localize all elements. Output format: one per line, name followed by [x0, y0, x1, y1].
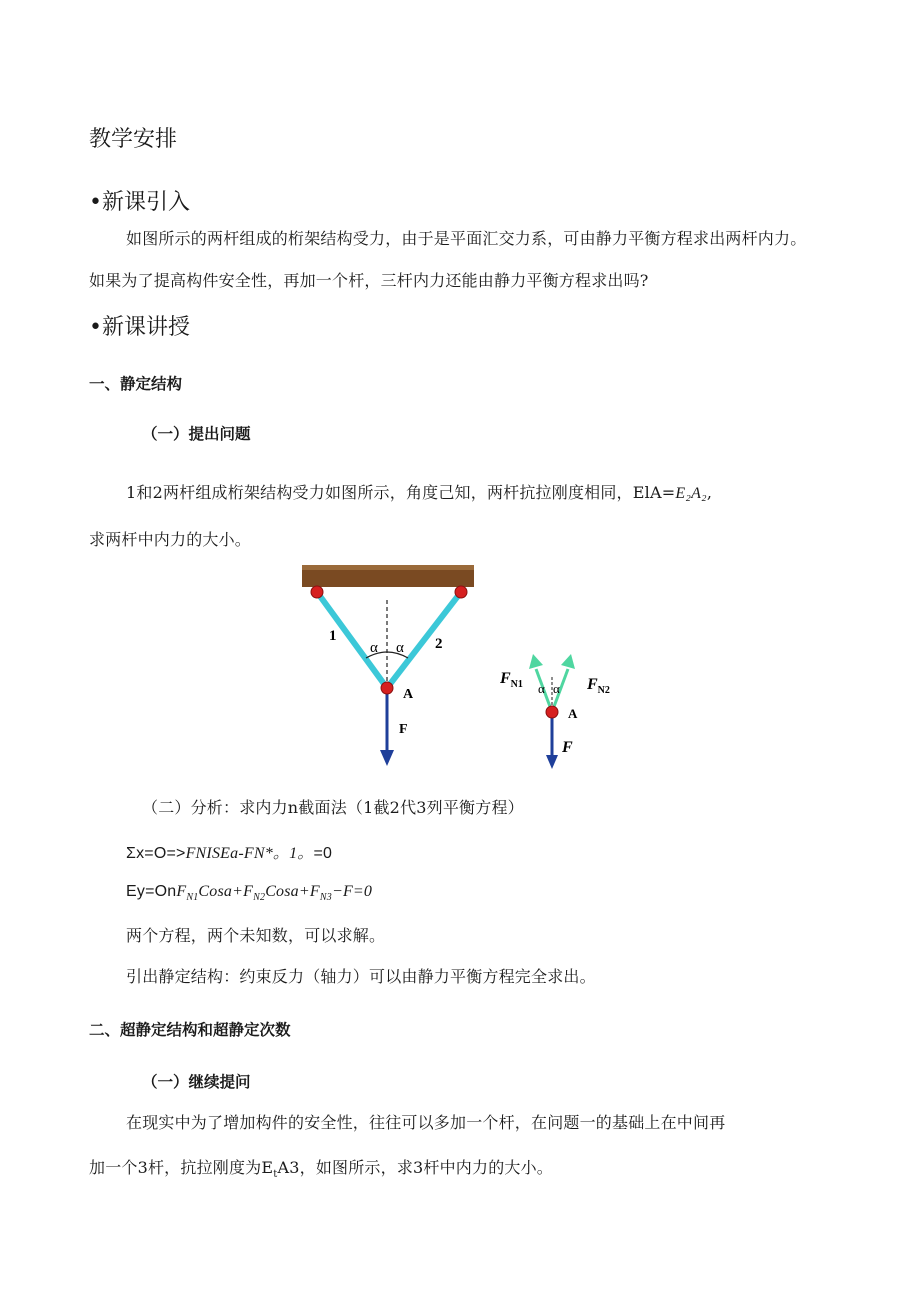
part2-paragraph-line1: 在现实中为了增加构件的安全性，往往可以多加一个杆，在问题一的基础上在中间再	[126, 1113, 726, 1132]
problem-suffix: ,	[706, 483, 713, 502]
part1-sub2-title: （二）分析：求内力n截面法（1截2代3列平衡方程）	[142, 798, 524, 817]
joint-a-label: A	[403, 687, 414, 702]
angle-right-label: α	[396, 640, 404, 656]
problem-prefix: 1和2两杆组成桁架结构受力如图所示，角度己知，两杆抗拉刚度相同，ElA=	[126, 483, 676, 502]
pin-right	[455, 586, 467, 598]
force-f-label: F	[399, 722, 408, 737]
angle-left-label: α	[370, 640, 378, 656]
truss-figure	[290, 560, 490, 780]
page-title: 教学安排	[89, 127, 178, 152]
part1-title: 一、静定结构	[89, 375, 183, 393]
section-teach-title: •新课讲授	[89, 315, 190, 340]
eq2-term1: $F_{N1}Cosa+$	[176, 883, 244, 904]
fn1-label: $F_{N1}$	[500, 670, 523, 690]
eq1-formula: FNISEa-FN*。1。	[185, 845, 314, 862]
free-body-figure	[495, 645, 625, 775]
fbd-angle-right: α	[553, 681, 560, 696]
eq1-suffix: =0	[313, 845, 333, 862]
fbd-joint-a	[546, 706, 558, 718]
joint-a	[381, 682, 393, 694]
force-arrow-head	[380, 750, 394, 766]
part1-sub1-title: （一）提出问题	[142, 425, 251, 443]
eq2-term2: $F_{N2}Cosa+$	[243, 883, 310, 904]
eq1-prefix: Σx=O=>	[126, 845, 186, 862]
intro-paragraph-line1: 如图所示的两杆组成的桁架结构受力，由于是平面汇交力系，可由静力平衡方程求出两杆内力。	[126, 229, 807, 248]
section-intro-title: •新课引入	[89, 190, 190, 215]
problem-statement-line2: 求两杆中内力的大小。	[89, 530, 252, 549]
intro-paragraph-line2: 如果为了提高构件安全性，再加一个杆，三杆内力还能由静力平衡方程求出吗?	[89, 271, 649, 290]
equation-sum-y	[126, 881, 372, 903]
note-two-equations: 两个方程，两个未知数，可以求解。	[126, 926, 386, 945]
part2-title: 二、超静定结构和超静定次数	[89, 1021, 291, 1039]
fbd-angle-left: α	[538, 681, 545, 696]
part2-sub1-title: （一）继续提问	[142, 1073, 251, 1091]
bar2-label: 2	[435, 636, 443, 652]
eq2-term3: $F_{N3}-F=0$	[309, 883, 373, 904]
fbd-force-head	[546, 755, 558, 769]
ceiling-beam-highlight	[302, 565, 474, 570]
eq2-prefix: Ey=On	[126, 883, 177, 900]
pin-left	[311, 586, 323, 598]
problem-statement-line1	[126, 480, 712, 503]
fn2-label: $F_{N2}$	[587, 676, 610, 696]
note-static-structure: 引出静定结构：约束反力（轴力）可以由静力平衡方程完全求出。	[126, 967, 596, 986]
bar1-label: 1	[329, 628, 337, 644]
problem-formula: E₂A₂	[675, 485, 707, 502]
fbd-force-label: F	[562, 739, 573, 756]
fn2-arrow-head	[561, 654, 575, 669]
fn1-arrow-head	[529, 654, 543, 669]
equation-sum-x	[126, 840, 332, 863]
fbd-joint-a-label: A	[568, 706, 578, 721]
part2-paragraph-line2: 加一个3杆，抗拉刚度为$E_tA3$，如图所示，求3杆中内力的大小。	[89, 1158, 553, 1181]
